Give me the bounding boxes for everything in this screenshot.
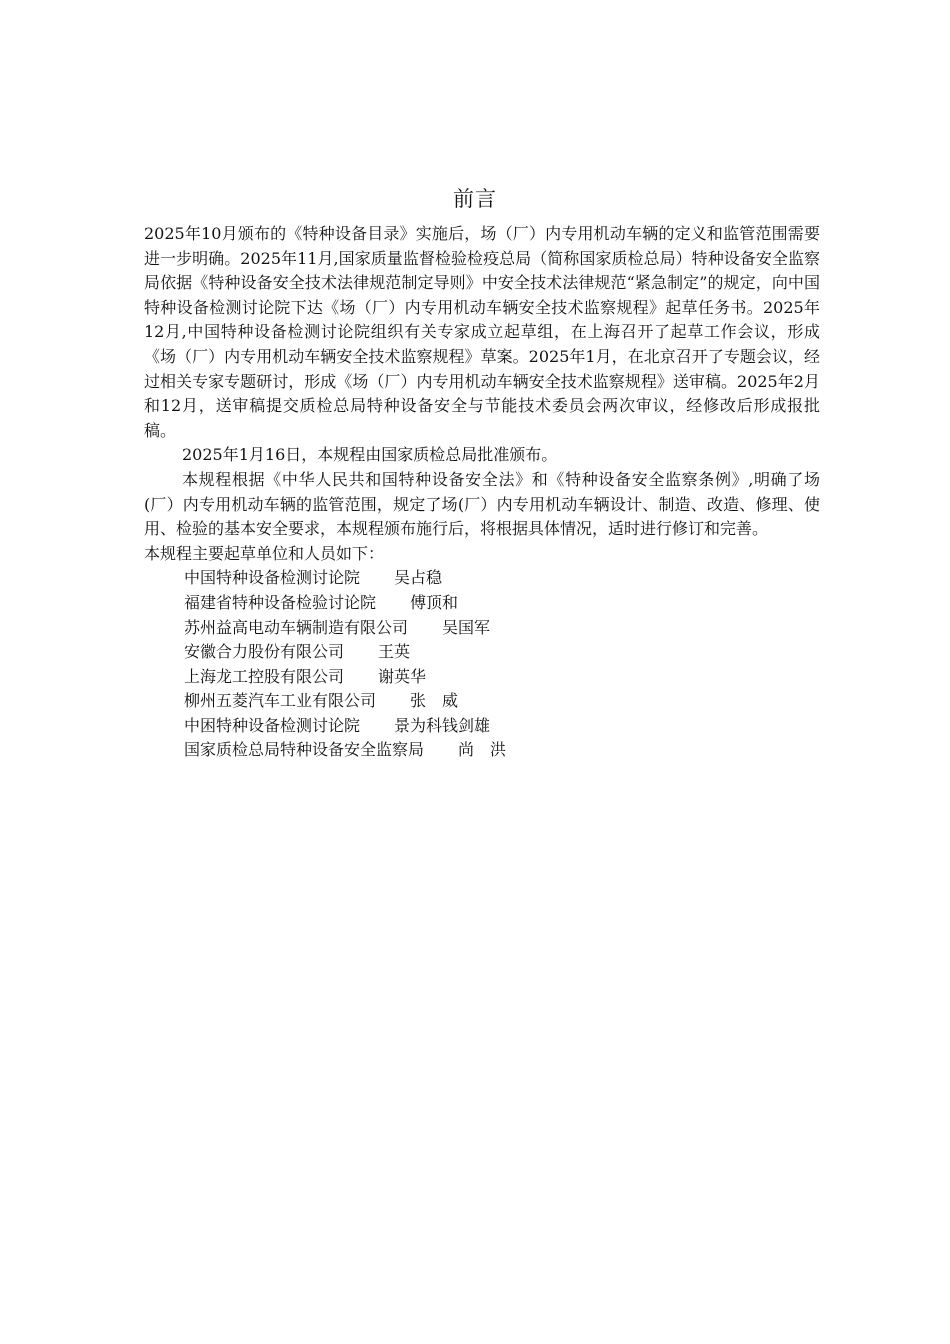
drafter-person: 吴国军 <box>442 617 491 637</box>
drafter-person: 景为科钱剑雄 <box>394 715 491 735</box>
drafter-row <box>144 689 820 714</box>
drafter-person: 傅顶和 <box>410 592 459 612</box>
drafter-org: 安徽合力股份有限公司 <box>184 642 345 662</box>
drafter-row <box>144 566 820 591</box>
drafter-org: 福建省特种设备检验讨论院 <box>184 592 377 612</box>
drafter-person: 王英 <box>378 642 411 662</box>
paragraph-drafters-intro: 本规程主要起草单位和人员如下： <box>144 543 385 563</box>
drafter-row <box>144 616 820 641</box>
paragraph-approval: 2025年1月16日，本规程由国家质检总局批准颁布。 <box>182 445 558 465</box>
drafter-person: 尚 洪 <box>458 740 507 760</box>
drafter-row <box>144 640 820 665</box>
drafter-person: 张 威 <box>410 691 459 711</box>
document-body <box>144 222 820 763</box>
page-title: 前言 <box>453 187 497 211</box>
drafter-org: 中困特种设备检测讨论院 <box>184 715 361 735</box>
drafter-row <box>144 714 820 739</box>
drafter-org: 苏州益高电动车辆制造有限公司 <box>184 617 409 637</box>
drafter-org: 中国特种设备检测讨论院 <box>184 568 361 588</box>
drafter-list <box>144 566 820 763</box>
paragraph-background: 2025年10月颁布的《特种设备目录》实施后，场（厂）内专用机动车辆的定义和监管范围需要进一步明确。2025年11月,国家质量监督检验检疫总局（简称国家质检总局）特种设备安全监察局依据《特种设备安全技术法律规范制定导则》中安全技术法律规范“紧急制定”的规定，向中国特种设备检测讨论院下达《场（厂）内专用机动车辆安全技术监察规程》起草任务书。2025年12月,中国特种设备检测讨论院组织有关专家成立起草组，在上海召开了起草工作会议，形成《场（厂）内专用机动车辆安全技术监察规程》草案。2025年1月，在北京召开了专题会议，经过相关专家专题研讨，形成《场（厂）内专用机动车辆安全技术监察规程》送审稿。2025年2月和12月，送审稿提交质检总局特种设备安全与节能技术委员会两次审议，经修改后形成报批稿。 <box>144 224 820 440</box>
drafter-org: 上海龙工控股有限公司 <box>184 666 345 686</box>
drafter-row <box>144 591 820 616</box>
drafter-person: 吴占稳 <box>394 568 443 588</box>
drafter-person: 谢英华 <box>378 666 427 686</box>
drafter-row <box>144 665 820 690</box>
drafter-org: 国家质检总局特种设备安全监察局 <box>184 740 425 760</box>
paragraph-scope: 本规程根据《中华人民共和国特种设备安全法》和《特种设备安全监察条例》,明确了场(厂）内专用机动车辆的监管范围，规定了场(厂）内专用机动车辆设计、制造、改造、修理、使用、检验的基本安全要求，本规程颁布施行后，将根据具体情况，适时进行修订和完善。 <box>144 469 820 539</box>
drafter-row <box>144 738 820 763</box>
drafter-org: 柳州五菱汽车工业有限公司 <box>184 691 377 711</box>
